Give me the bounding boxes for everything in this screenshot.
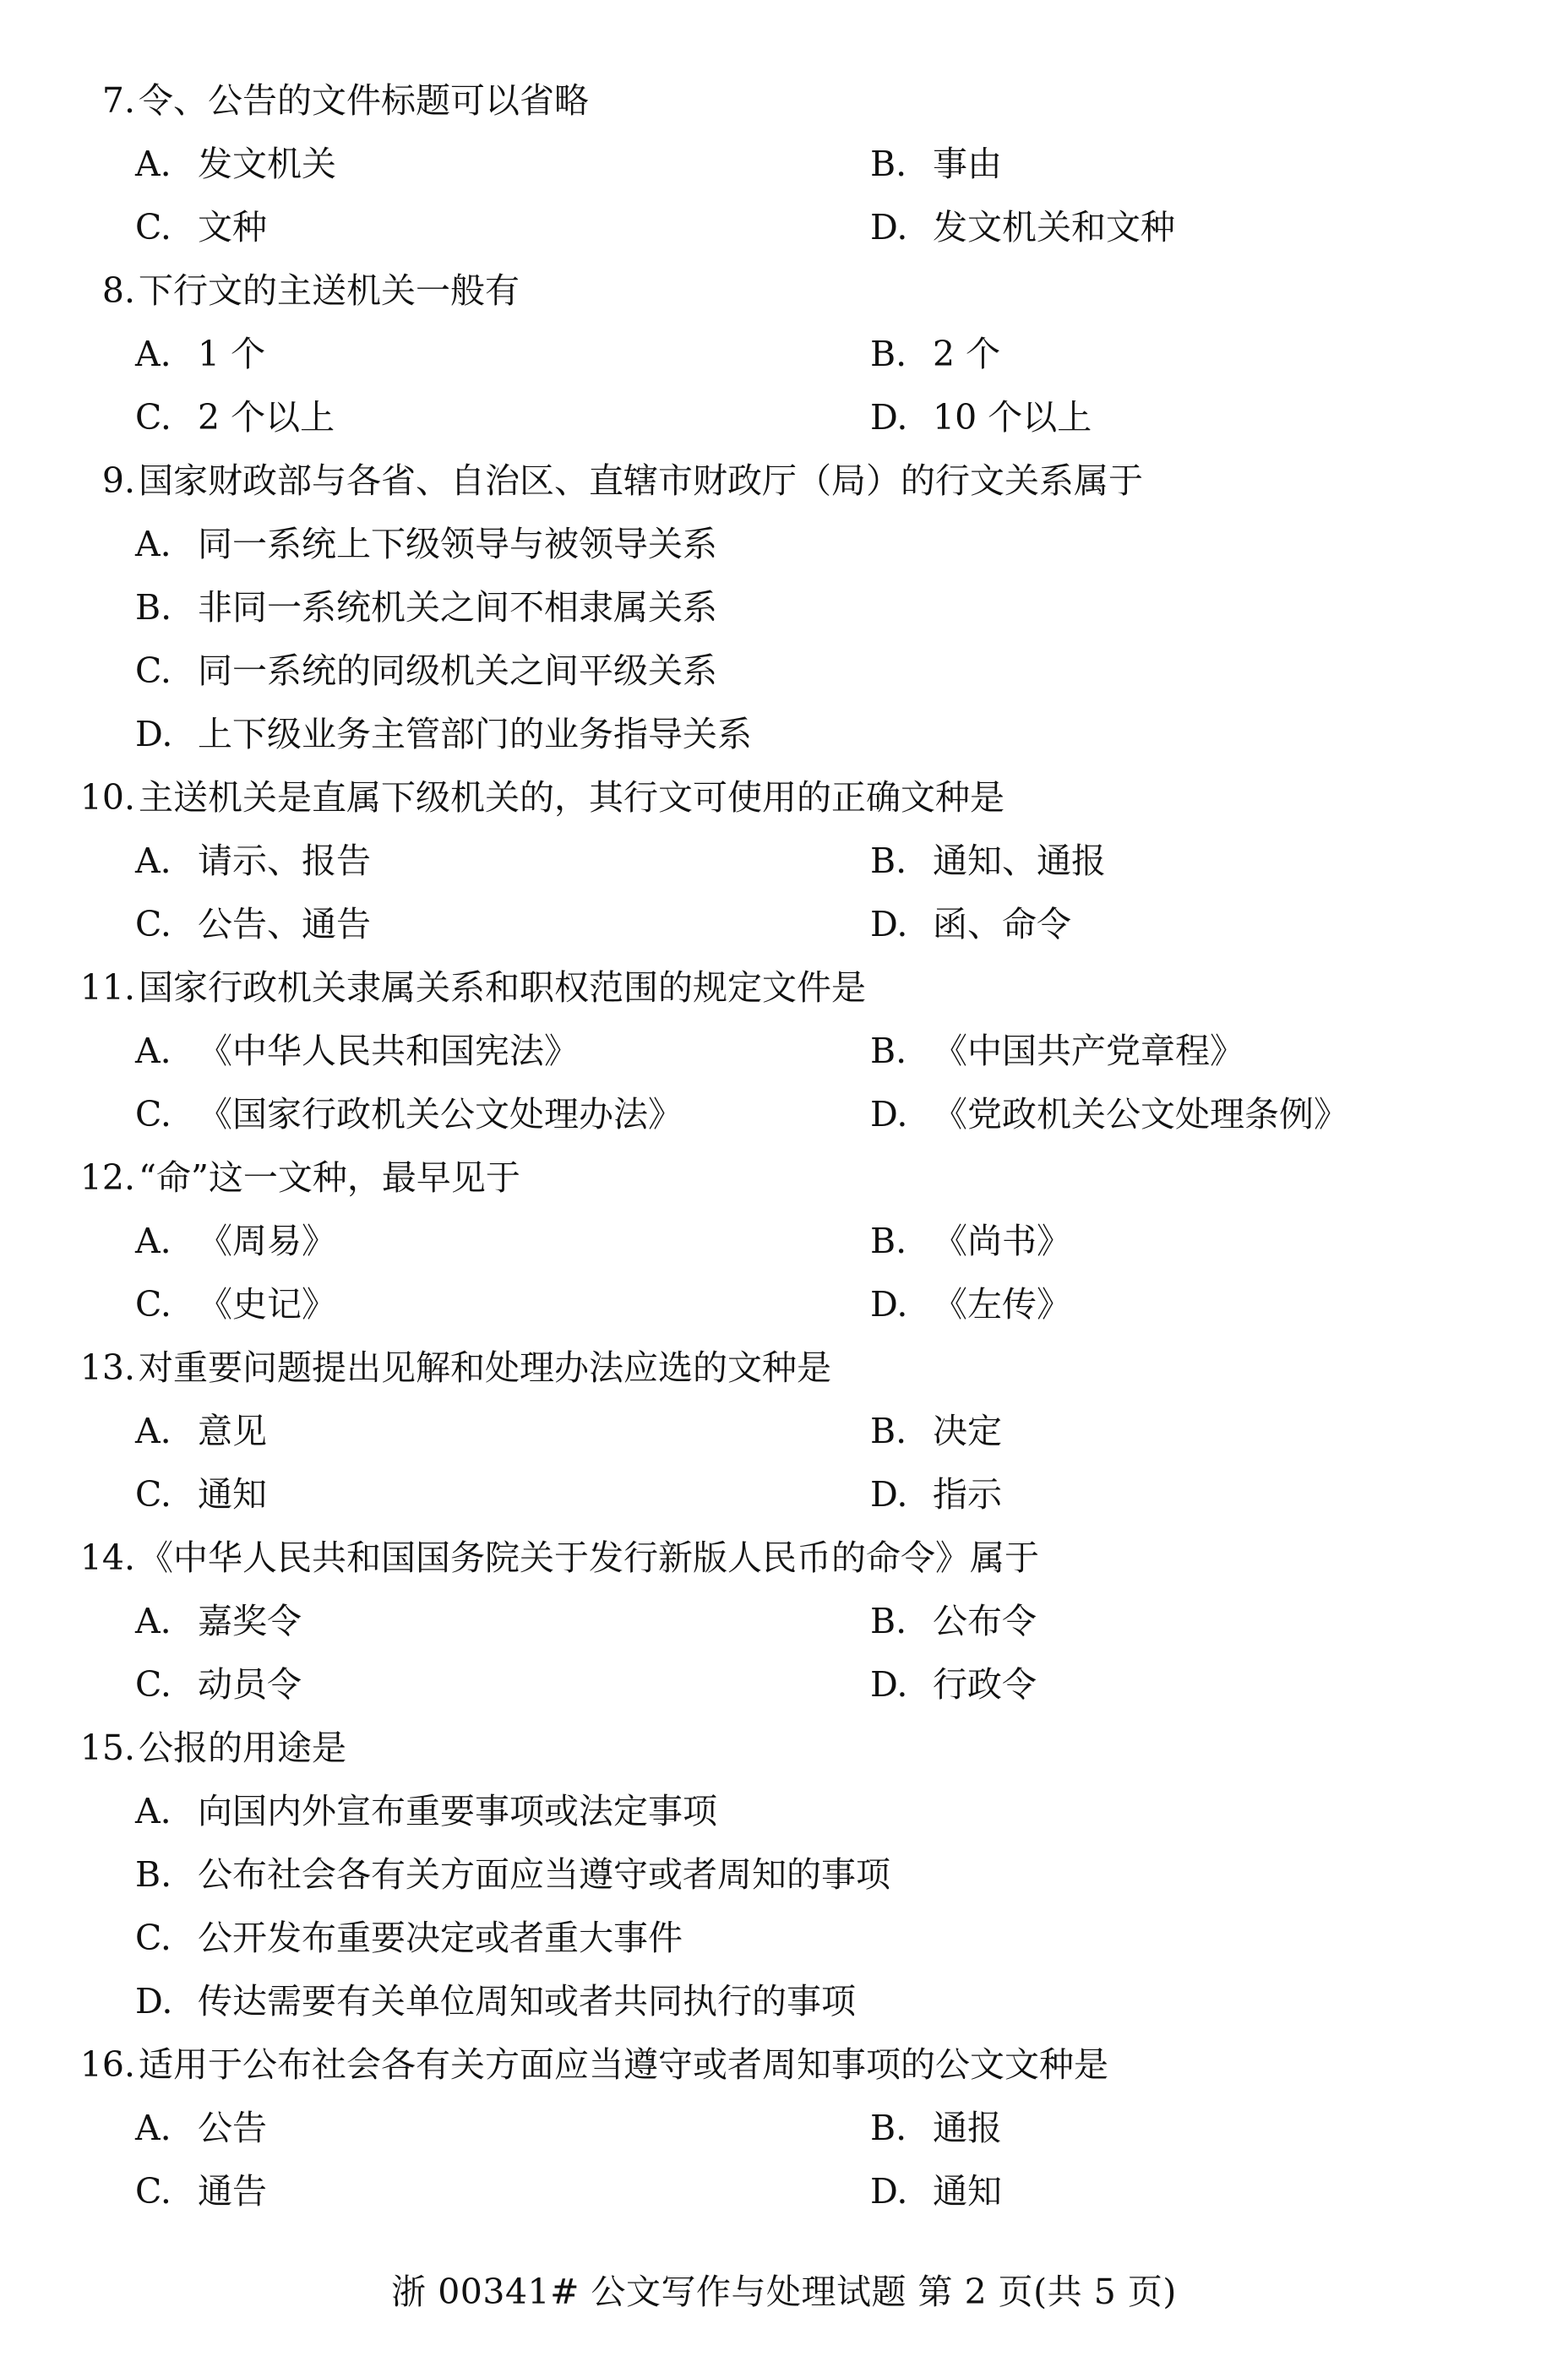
- question-stem: 适用于公布社会各有关方面应当遵守或者周知事项的公文文种是: [139, 2044, 1108, 2085]
- question-10: [0, 2033, 1568, 2097]
- answer-option: [135, 1780, 717, 1843]
- option-row: [0, 703, 1568, 766]
- question-number: 16.: [79, 2044, 135, 2085]
- question-number: 10.: [79, 777, 135, 818]
- option-row: [0, 1590, 1568, 1653]
- option-letter: A.: [135, 1601, 172, 1641]
- answer-option: [870, 323, 1000, 386]
- option-letter: B.: [870, 841, 907, 881]
- answer-option: [135, 576, 717, 639]
- option-row: [0, 1780, 1568, 1843]
- option-group: [0, 133, 1568, 259]
- option-letter: D.: [870, 2171, 908, 2212]
- option-letter: C.: [135, 1474, 172, 1515]
- option-letter: C.: [135, 1094, 172, 1135]
- answer-option: [870, 2097, 1002, 2160]
- option-row: [0, 893, 1568, 956]
- question-7: [0, 1336, 1568, 1400]
- option-text: 《中华人民共和国宪法》: [198, 1031, 579, 1071]
- option-text: 通告: [198, 2171, 267, 2212]
- option-letter: A.: [135, 2108, 172, 2148]
- question-number: 13.: [79, 1347, 135, 1388]
- option-text: 文种: [198, 207, 267, 248]
- answer-option: [135, 1210, 336, 1273]
- option-group: [0, 1020, 1568, 1146]
- question-stem: 公报的用途是: [139, 1728, 346, 1768]
- question-2: [0, 259, 1568, 323]
- question-number: 11.: [79, 967, 135, 1008]
- option-letter: D.: [870, 1284, 908, 1325]
- option-letter: D.: [870, 207, 908, 248]
- answer-option: [135, 1083, 683, 1146]
- option-letter: D.: [870, 1664, 908, 1705]
- option-letter: B.: [870, 1411, 907, 1451]
- option-letter: D.: [870, 397, 908, 438]
- option-text: 动员令: [198, 1664, 302, 1705]
- option-letter: B.: [870, 2108, 907, 2148]
- answer-option: [135, 1970, 856, 2033]
- option-text: 公布社会各有关方面应当遵守或者周知的事项: [198, 1854, 890, 1895]
- option-row: [0, 196, 1568, 259]
- option-row: [0, 1907, 1568, 1970]
- question-number: 8.: [101, 270, 135, 311]
- option-group: [0, 1780, 1568, 2033]
- option-text: 事由: [933, 144, 1002, 184]
- option-text: 发文机关和文种: [933, 207, 1175, 248]
- answer-option: [870, 1463, 1002, 1526]
- answer-option: [135, 2160, 267, 2223]
- option-text: 《党政机关公文处理条例》: [933, 1094, 1348, 1135]
- option-letter: D.: [870, 1474, 908, 1515]
- answer-option: [135, 639, 717, 703]
- question-3: [0, 449, 1568, 513]
- option-text: 决定: [933, 1411, 1002, 1451]
- option-text: 《史记》: [198, 1284, 336, 1325]
- option-letter: B.: [135, 587, 172, 628]
- answer-option: [870, 830, 1106, 893]
- answer-option: [870, 2160, 1002, 2223]
- option-letter: B.: [870, 1601, 907, 1641]
- option-text: 指示: [933, 1474, 1002, 1515]
- answer-option: [135, 133, 336, 196]
- option-row: [0, 513, 1568, 576]
- question-stem: 《中华人民共和国国务院关于发行新版人民币的命令》属于: [139, 1537, 1039, 1578]
- option-letter: A.: [135, 1221, 172, 1261]
- option-row: [0, 1083, 1568, 1146]
- option-letter: A.: [135, 144, 172, 184]
- answer-option: [870, 133, 1002, 196]
- answer-option: [870, 196, 1175, 259]
- question-8: [0, 1526, 1568, 1590]
- question-1: [0, 69, 1568, 133]
- question-number: 12.: [79, 1157, 135, 1198]
- option-letter: D.: [135, 1981, 173, 2021]
- answer-option: [870, 893, 1071, 956]
- answer-option: [870, 1400, 1002, 1463]
- option-letter: A.: [135, 1791, 172, 1831]
- option-row: [0, 2160, 1568, 2223]
- option-text: 通知: [933, 2171, 1002, 2212]
- answer-option: [870, 1653, 1037, 1717]
- option-text: 2 个: [933, 334, 1001, 374]
- option-letter: C.: [135, 1918, 172, 1958]
- question-stem: 对重要问题提出见解和处理办法应选的文种是: [139, 1347, 831, 1388]
- option-row: [0, 1210, 1568, 1273]
- option-row: [0, 1970, 1568, 2033]
- question-stem: 国家财政部与各省、自治区、直辖市财政厅（局）的行文关系属于: [139, 460, 1143, 501]
- option-letter: C.: [135, 904, 172, 944]
- question-9: [0, 1717, 1568, 1780]
- answer-option: [135, 1273, 336, 1336]
- option-row: [0, 1463, 1568, 1526]
- option-letter: D.: [870, 1094, 908, 1135]
- answer-option: [135, 1463, 267, 1526]
- option-letter: D.: [870, 904, 908, 944]
- answer-option: [870, 1273, 1071, 1336]
- option-text: 10 个以上: [933, 397, 1092, 438]
- option-text: 上下级业务主管部门的业务指导关系: [198, 714, 752, 754]
- option-text: 请示、报告: [198, 841, 371, 881]
- option-letter: B.: [870, 1031, 907, 1071]
- answer-option: [135, 1907, 683, 1970]
- question-5: [0, 956, 1568, 1020]
- option-text: 1 个: [198, 334, 266, 374]
- option-row: [0, 133, 1568, 196]
- answer-option: [135, 196, 267, 259]
- option-text: 2 个以上: [198, 397, 335, 438]
- option-letter: A.: [135, 524, 172, 564]
- option-text: 函、命令: [933, 904, 1071, 944]
- option-letter: C.: [135, 207, 172, 248]
- question-stem: 下行文的主送机关一般有: [139, 270, 520, 311]
- option-letter: A.: [135, 1411, 172, 1451]
- option-letter: B.: [135, 1854, 172, 1895]
- question-number: 15.: [79, 1728, 135, 1768]
- question-number: 7.: [101, 80, 135, 121]
- option-text: 发文机关: [198, 144, 336, 184]
- option-text: 公告: [198, 2108, 267, 2148]
- question-stem: 主送机关是直属下级机关的，其行文可使用的正确文种是: [139, 777, 1004, 818]
- answer-option: [135, 1020, 579, 1083]
- answer-option: [870, 386, 1092, 449]
- option-row: [0, 830, 1568, 893]
- answer-option: [135, 1400, 267, 1463]
- option-row: [0, 2097, 1568, 2160]
- option-letter: C.: [135, 397, 172, 438]
- option-letter: A.: [135, 1031, 172, 1071]
- option-text: 传达需要有关单位周知或者共同执行的事项: [198, 1981, 856, 2021]
- answer-option: [135, 893, 371, 956]
- option-text: 通知: [198, 1474, 267, 1515]
- option-group: [0, 830, 1568, 956]
- option-row: [0, 1653, 1568, 1717]
- option-letter: D.: [135, 714, 173, 754]
- option-text: 《左传》: [933, 1284, 1071, 1325]
- page-footer: 浙 00341# 公文写作与处理试题 第 2 页(共 5 页): [391, 2272, 1177, 2312]
- question-list: [0, 69, 1568, 2223]
- option-text: 向国内外宣布重要事项或法定事项: [198, 1791, 717, 1831]
- option-group: [0, 1400, 1568, 1526]
- option-row: [0, 1273, 1568, 1336]
- answer-option: [135, 830, 371, 893]
- option-row: [0, 576, 1568, 639]
- option-letter: B.: [870, 144, 907, 184]
- option-text: 通报: [933, 2108, 1002, 2148]
- option-row: [0, 386, 1568, 449]
- option-text: 《周易》: [198, 1221, 336, 1261]
- option-text: 《尚书》: [933, 1221, 1071, 1261]
- option-letter: A.: [135, 334, 172, 374]
- option-text: 意见: [198, 1411, 267, 1451]
- option-text: 嘉奖令: [198, 1601, 302, 1641]
- answer-option: [870, 1590, 1037, 1653]
- option-letter: B.: [870, 1221, 907, 1261]
- option-text: 非同一系统机关之间不相隶属关系: [198, 587, 717, 628]
- option-text: 《国家行政机关公文处理办法》: [198, 1094, 683, 1135]
- answer-option: [870, 1210, 1071, 1273]
- option-text: 同一系统的同级机关之间平级关系: [198, 650, 717, 691]
- option-text: 同一系统上下级领导与被领导关系: [198, 524, 717, 564]
- option-row: [0, 1843, 1568, 1907]
- answer-option: [135, 386, 335, 449]
- option-letter: A.: [135, 841, 172, 881]
- option-text: 《中国共产党章程》: [933, 1031, 1244, 1071]
- question-stem: 国家行政机关隶属关系和职权范围的规定文件是: [139, 967, 866, 1008]
- option-group: [0, 1590, 1568, 1717]
- question-stem: “命”这一文种，最早见于: [139, 1157, 520, 1198]
- option-text: 公布令: [933, 1601, 1037, 1641]
- option-group: [0, 513, 1568, 766]
- option-row: [0, 1400, 1568, 1463]
- option-text: 公开发布重要决定或者重大事件: [198, 1918, 683, 1958]
- answer-option: [135, 1590, 302, 1653]
- option-group: [0, 2097, 1568, 2223]
- answer-option: [870, 1083, 1348, 1146]
- option-letter: B.: [870, 334, 907, 374]
- option-letter: C.: [135, 1284, 172, 1325]
- option-text: 通知、通报: [933, 841, 1106, 881]
- option-text: 公告、通告: [198, 904, 371, 944]
- option-row: [0, 639, 1568, 703]
- question-6: [0, 1146, 1568, 1210]
- question-number: 9.: [101, 460, 135, 501]
- question-number: 14.: [79, 1537, 135, 1578]
- option-letter: C.: [135, 1664, 172, 1705]
- option-letter: C.: [135, 650, 172, 691]
- answer-option: [135, 1843, 890, 1907]
- answer-option: [135, 2097, 267, 2160]
- question-stem: 令、公告的文件标题可以省略: [139, 80, 589, 121]
- option-letter: C.: [135, 2171, 172, 2212]
- answer-option: [135, 703, 752, 766]
- option-group: [0, 1210, 1568, 1336]
- answer-option: [135, 513, 717, 576]
- option-text: 行政令: [933, 1664, 1037, 1705]
- question-4: [0, 766, 1568, 830]
- answer-option: [135, 323, 265, 386]
- option-row: [0, 323, 1568, 386]
- answer-option: [870, 1020, 1244, 1083]
- answer-option: [135, 1653, 302, 1717]
- option-row: [0, 1020, 1568, 1083]
- option-group: [0, 323, 1568, 449]
